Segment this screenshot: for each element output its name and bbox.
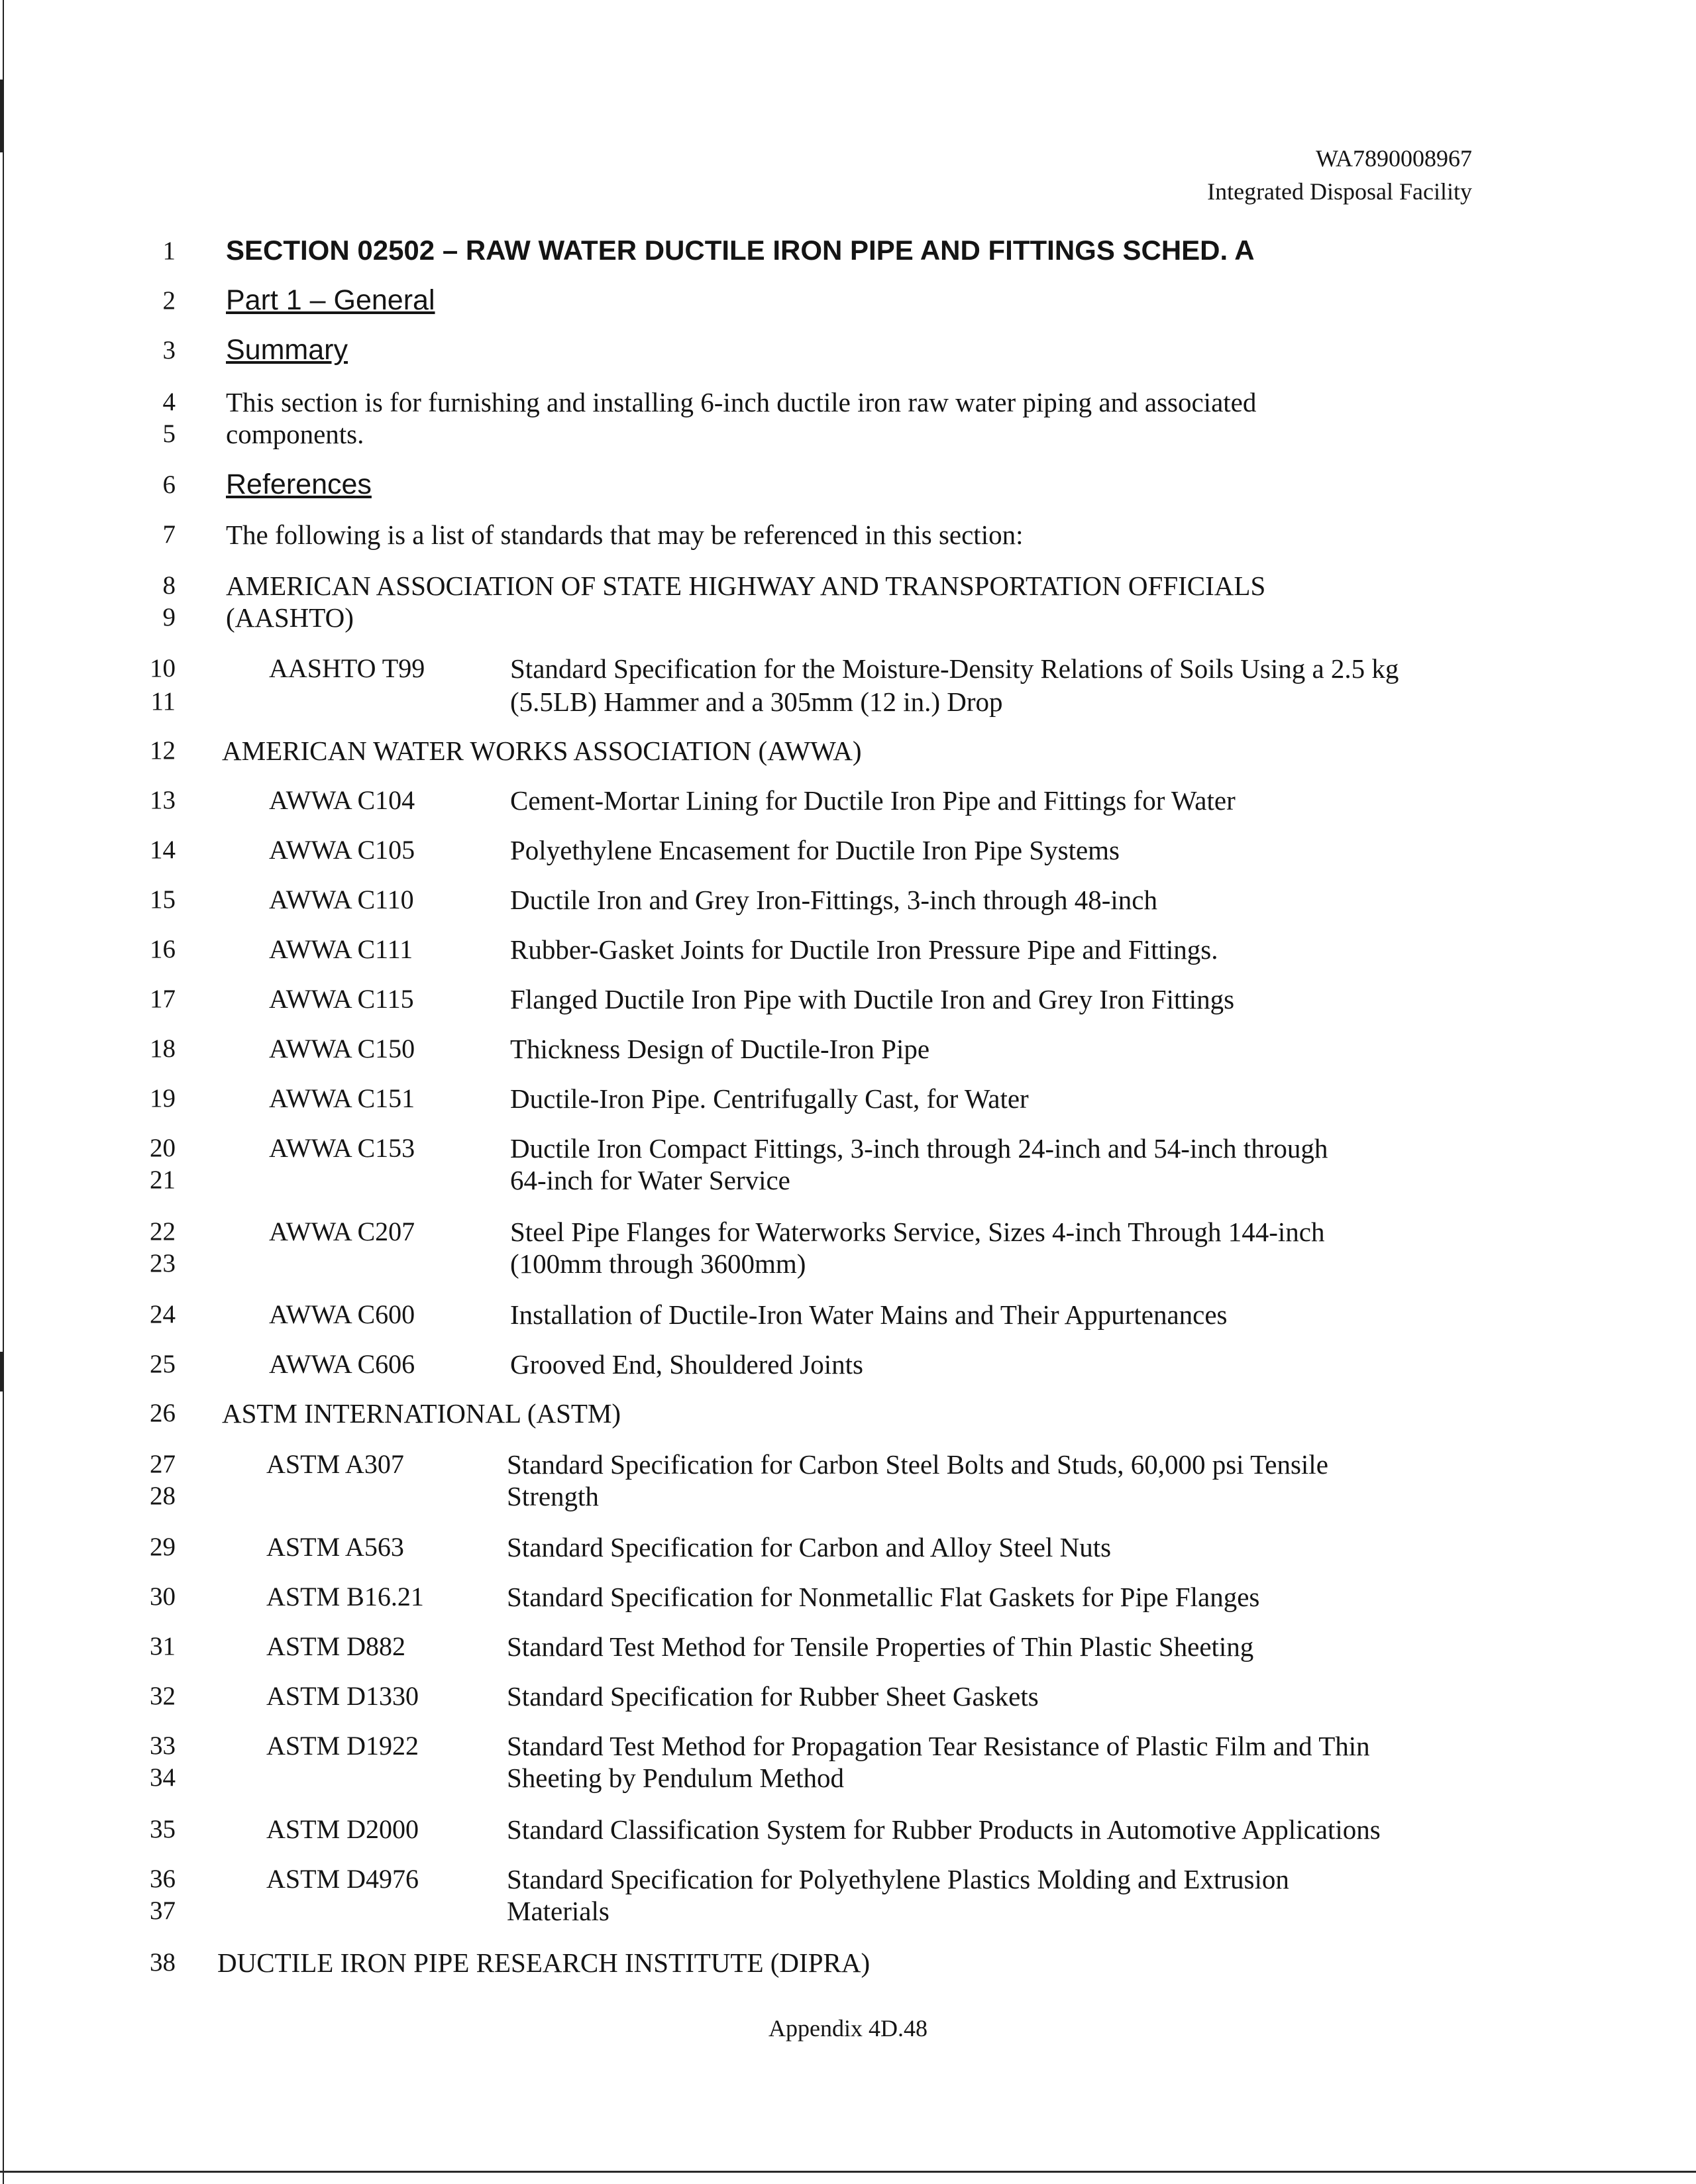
- line-number: 22: [150, 1217, 176, 1246]
- standard-code: AASHTO T99: [269, 653, 425, 683]
- line-number: 5: [162, 419, 176, 448]
- references-intro: The following is a list of standards that may be referenced in this section:: [226, 519, 1024, 550]
- org-heading-dipra: DUCTILE IRON PIPE RESEARCH INSTITUTE (DIPRA): [217, 1947, 871, 1978]
- standard-description: Grooved End, Shouldered Joints: [510, 1349, 863, 1380]
- standard-description: Sheeting by Pendulum Method: [507, 1763, 845, 1793]
- standard-description: Steel Pipe Flanges for Waterworks Service, Sizes 4-inch Through 144-inch: [510, 1217, 1325, 1247]
- standard-description: Installation of Ductile-Iron Water Mains and Their Appurtenances: [510, 1299, 1228, 1330]
- line-number: 19: [150, 1084, 176, 1113]
- standard-code: ASTM D2000: [266, 1814, 419, 1844]
- line-number: 36: [150, 1865, 176, 1893]
- standard-code: AWWA C151: [269, 1083, 415, 1113]
- standard-description: Standard Specification for Rubber Sheet Gaskets: [507, 1681, 1039, 1712]
- summary-text: components.: [226, 419, 364, 449]
- standard-code: ASTM D1330: [266, 1681, 419, 1711]
- org-heading-awwa: AMERICAN WATER WORKS ASSOCIATION (AWWA): [222, 736, 862, 766]
- standard-description: Materials: [507, 1896, 610, 1926]
- line-number: 23: [150, 1249, 176, 1278]
- standard-description: Standard Specification for Nonmetallic Flat Gaskets for Pipe Flanges: [507, 1582, 1260, 1612]
- line-number: 27: [150, 1450, 176, 1478]
- line-number: 8: [162, 571, 176, 600]
- standard-description: Cement-Mortar Lining for Ductile Iron Pipe and Fittings for Water: [510, 785, 1236, 816]
- org-heading-aashto: AMERICAN ASSOCIATION OF STATE HIGHWAY AND TRANSPORTATION OFFICIALS: [226, 571, 1266, 601]
- line-number: 9: [162, 603, 176, 631]
- line-number: 34: [150, 1763, 176, 1792]
- standard-description: Rubber-Gasket Joints for Ductile Iron Pressure Pipe and Fittings.: [510, 934, 1218, 965]
- line-number: 29: [150, 1533, 176, 1561]
- line-number: 32: [150, 1682, 176, 1710]
- standard-description: Thickness Design of Ductile-Iron Pipe: [510, 1034, 930, 1064]
- standard-description: Flanged Ductile Iron Pipe with Ductile Iron and Grey Iron Fittings: [510, 984, 1235, 1014]
- org-heading-aashto: (AASHTO): [226, 602, 354, 633]
- standard-description: Polyethylene Encasement for Ductile Iron Pipe Systems: [510, 835, 1120, 865]
- line-number: 18: [150, 1034, 176, 1063]
- standard-description: Ductile Iron and Grey Iron-Fittings, 3-inch through 48-inch: [510, 885, 1157, 915]
- line-number: 14: [150, 836, 176, 864]
- line-number: 24: [150, 1300, 176, 1329]
- line-number: 16: [150, 935, 176, 963]
- line-number: 17: [150, 985, 176, 1013]
- line-number: 11: [150, 687, 176, 716]
- line-number: 1: [162, 237, 176, 265]
- scan-edge-left: [3, 0, 4, 2184]
- standard-code: ASTM A307: [266, 1449, 404, 1479]
- line-number: 4: [162, 388, 176, 416]
- standard-description: Standard Specification for Carbon and Alloy Steel Nuts: [507, 1532, 1112, 1562]
- standard-code: AWWA C153: [269, 1133, 415, 1163]
- standard-code: ASTM D882: [266, 1631, 406, 1661]
- standard-description: (5.5LB) Hammer and a 305mm (12 in.) Drop: [510, 686, 1003, 717]
- line-number: 21: [150, 1166, 176, 1194]
- line-number: 7: [162, 520, 176, 549]
- standard-code: AWWA C105: [269, 835, 415, 865]
- standard-code: ASTM D4976: [266, 1864, 419, 1894]
- line-number: 6: [162, 470, 176, 499]
- standard-description: Standard Test Method for Propagation Tear Resistance of Plastic Film and Thin: [507, 1731, 1370, 1761]
- line-number: 3: [162, 336, 176, 364]
- standard-code: ASTM A563: [266, 1532, 404, 1562]
- line-number: 31: [150, 1632, 176, 1661]
- line-number: 35: [150, 1815, 176, 1843]
- line-number: 33: [150, 1731, 176, 1760]
- section-title: SECTION 02502 – RAW WATER DUCTILE IRON PIPE AND FITTINGS SCHED. A: [226, 235, 1255, 266]
- line-number: 26: [150, 1399, 176, 1427]
- line-number: 12: [150, 736, 176, 765]
- summary-text: This section is for furnishing and installing 6-inch ductile iron raw water piping and associated: [226, 387, 1257, 417]
- standard-description: Standard Classification System for Rubber Products in Automotive Applications: [507, 1814, 1381, 1845]
- standard-code: AWWA C207: [269, 1217, 415, 1246]
- line-number: 37: [150, 1896, 176, 1925]
- standard-description: Standard Test Method for Tensile Properties of Thin Plastic Sheeting: [507, 1631, 1254, 1662]
- part-heading: Part 1 – General: [226, 284, 435, 316]
- line-number: 2: [162, 286, 176, 315]
- scan-edge-bottom: [0, 2171, 1696, 2173]
- standard-description: 64-inch for Water Service: [510, 1165, 790, 1195]
- standard-code: ASTM B16.21: [266, 1582, 424, 1611]
- standard-description: (100mm through 3600mm): [510, 1248, 806, 1279]
- line-number: 10: [150, 654, 176, 682]
- standard-code: AWWA C110: [269, 885, 414, 914]
- line-number: 38: [150, 1948, 176, 1977]
- standard-code: AWWA C111: [269, 934, 413, 964]
- standard-code: AWWA C104: [269, 785, 415, 815]
- facility-name: Integrated Disposal Facility: [1207, 178, 1472, 205]
- standard-description: Ductile Iron Compact Fittings, 3-inch through 24-inch and 54-inch through: [510, 1133, 1328, 1164]
- summary-heading: Summary: [226, 334, 348, 366]
- line-number: 25: [150, 1350, 176, 1378]
- page-header: [1207, 142, 1472, 208]
- standard-code: ASTM D1922: [266, 1731, 419, 1761]
- scan-edge-mark: [0, 1352, 4, 1392]
- line-number: 15: [150, 885, 176, 914]
- org-heading-astm: ASTM INTERNATIONAL (ASTM): [222, 1398, 621, 1429]
- standard-code: AWWA C600: [269, 1299, 415, 1329]
- scan-edge-mark: [0, 80, 4, 152]
- standard-description: Standard Specification for Carbon Steel Bolts and Studs, 60,000 psi Tensile: [507, 1449, 1328, 1480]
- line-number: 28: [150, 1482, 176, 1510]
- standard-code: AWWA C150: [269, 1034, 415, 1064]
- standard-description: Strength: [507, 1481, 599, 1511]
- line-number: 30: [150, 1582, 176, 1611]
- standard-code: AWWA C115: [269, 984, 414, 1014]
- standard-code: AWWA C606: [269, 1349, 415, 1379]
- standard-description: Standard Specification for Polyethylene Plastics Molding and Extrusion: [507, 1864, 1289, 1894]
- document-id: WA7890008967: [1316, 145, 1472, 172]
- standard-description: Ductile-Iron Pipe. Centrifugally Cast, for Water: [510, 1083, 1029, 1114]
- references-heading: References: [226, 468, 372, 500]
- line-number: 13: [150, 786, 176, 814]
- line-number: 20: [150, 1134, 176, 1162]
- page-footer: Appendix 4D.48: [768, 2015, 928, 2042]
- standard-description: Standard Specification for the Moisture-Density Relations of Soils Using a 2.5 kg: [510, 653, 1399, 684]
